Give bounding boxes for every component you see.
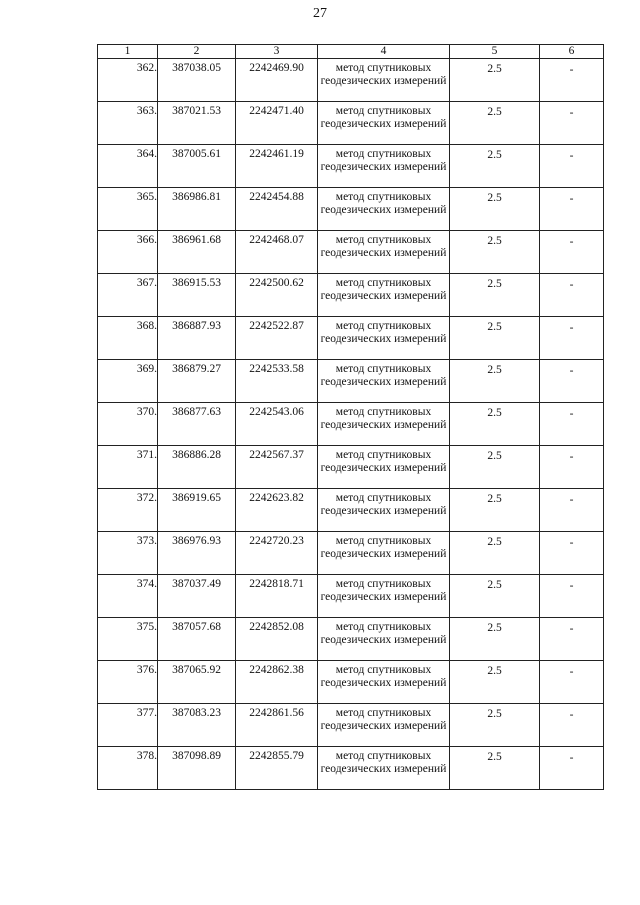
accuracy-cell: 2.5 [450, 102, 540, 145]
accuracy-cell: 2.5 [450, 188, 540, 231]
method-cell [318, 575, 450, 618]
method-cell [318, 661, 450, 704]
method-cell [318, 618, 450, 661]
method-cell [318, 274, 450, 317]
column-header: 5 [450, 45, 540, 59]
note-cell: - [540, 403, 604, 446]
accuracy-cell: 2.5 [450, 360, 540, 403]
coordinates-table [97, 44, 604, 790]
table-row [98, 661, 604, 704]
accuracy-cell: 2.5 [450, 618, 540, 661]
point-number-cell: 375. [98, 618, 158, 661]
x-coordinate-cell: 387037.49 [158, 575, 236, 618]
method-cell [318, 59, 450, 102]
method-text: метод спутниковых геодезических измерений [320, 707, 447, 732]
note-cell: - [540, 360, 604, 403]
y-coordinate-cell: 2242855.79 [236, 747, 318, 790]
table-row [98, 489, 604, 532]
method-text: метод спутниковых геодезических измерений [320, 62, 447, 87]
y-coordinate-cell: 2242862.38 [236, 661, 318, 704]
accuracy-cell: 2.5 [450, 231, 540, 274]
x-coordinate-cell: 386877.63 [158, 403, 236, 446]
table-row [98, 102, 604, 145]
method-cell [318, 403, 450, 446]
column-header: 6 [540, 45, 604, 59]
column-header: 4 [318, 45, 450, 59]
table-row [98, 618, 604, 661]
column-header: 2 [158, 45, 236, 59]
method-text: метод спутниковых геодезических измерений [320, 492, 447, 517]
y-coordinate-cell: 2242468.07 [236, 231, 318, 274]
y-coordinate-cell: 2242623.82 [236, 489, 318, 532]
point-number-cell: 365. [98, 188, 158, 231]
point-number-cell: 368. [98, 317, 158, 360]
method-text: метод спутниковых геодезических измерений [320, 148, 447, 173]
method-text: метод спутниковых геодезических измерений [320, 320, 447, 345]
note-cell: - [540, 704, 604, 747]
y-coordinate-cell: 2242720.23 [236, 532, 318, 575]
note-cell: - [540, 618, 604, 661]
method-text: метод спутниковых геодезических измерений [320, 363, 447, 388]
x-coordinate-cell: 387098.89 [158, 747, 236, 790]
method-cell [318, 102, 450, 145]
note-cell: - [540, 489, 604, 532]
point-number-cell: 372. [98, 489, 158, 532]
page-number: 27 [313, 6, 327, 21]
note-cell: - [540, 747, 604, 790]
note-cell: - [540, 188, 604, 231]
y-coordinate-cell: 2242454.88 [236, 188, 318, 231]
accuracy-cell: 2.5 [450, 661, 540, 704]
method-text: метод спутниковых геодезических измерений [320, 621, 447, 646]
point-number-cell: 364. [98, 145, 158, 188]
x-coordinate-cell: 386915.53 [158, 274, 236, 317]
point-number-cell: 378. [98, 747, 158, 790]
note-cell: - [540, 145, 604, 188]
x-coordinate-cell: 387005.61 [158, 145, 236, 188]
table-row [98, 747, 604, 790]
point-number-cell: 377. [98, 704, 158, 747]
method-cell [318, 704, 450, 747]
x-coordinate-cell: 386919.65 [158, 489, 236, 532]
point-number-cell: 367. [98, 274, 158, 317]
y-coordinate-cell: 2242818.71 [236, 575, 318, 618]
x-coordinate-cell: 386961.68 [158, 231, 236, 274]
y-coordinate-cell: 2242861.56 [236, 704, 318, 747]
y-coordinate-cell: 2242533.58 [236, 360, 318, 403]
table-row [98, 59, 604, 102]
note-cell: - [540, 446, 604, 489]
accuracy-cell: 2.5 [450, 446, 540, 489]
y-coordinate-cell: 2242567.37 [236, 446, 318, 489]
x-coordinate-cell: 386887.93 [158, 317, 236, 360]
point-number-cell: 363. [98, 102, 158, 145]
table-row [98, 704, 604, 747]
x-coordinate-cell: 387038.05 [158, 59, 236, 102]
accuracy-cell: 2.5 [450, 59, 540, 102]
method-text: метод спутниковых геодезических измерений [320, 449, 447, 474]
y-coordinate-cell: 2242500.62 [236, 274, 318, 317]
accuracy-cell: 2.5 [450, 403, 540, 446]
note-cell: - [540, 532, 604, 575]
method-cell [318, 532, 450, 575]
note-cell: - [540, 317, 604, 360]
point-number-cell: 371. [98, 446, 158, 489]
table-row [98, 317, 604, 360]
table-row [98, 231, 604, 274]
point-number-cell: 373. [98, 532, 158, 575]
note-cell: - [540, 274, 604, 317]
method-text: метод спутниковых геодезических измерений [320, 105, 447, 130]
column-header: 3 [236, 45, 318, 59]
method-text: метод спутниковых геодезических измерений [320, 191, 447, 216]
method-cell [318, 188, 450, 231]
y-coordinate-cell: 2242461.19 [236, 145, 318, 188]
x-coordinate-cell: 387021.53 [158, 102, 236, 145]
table-row [98, 446, 604, 489]
table-row [98, 188, 604, 231]
y-coordinate-cell: 2242522.87 [236, 317, 318, 360]
method-text: метод спутниковых геодезических измерений [320, 664, 447, 689]
method-cell [318, 489, 450, 532]
x-coordinate-cell: 386879.27 [158, 360, 236, 403]
note-cell: - [540, 661, 604, 704]
note-cell: - [540, 102, 604, 145]
accuracy-cell: 2.5 [450, 145, 540, 188]
method-text: метод спутниковых геодезических измерений [320, 535, 447, 560]
method-cell [318, 145, 450, 188]
method-text: метод спутниковых геодезических измерений [320, 406, 447, 431]
method-text: метод спутниковых геодезических измерений [320, 234, 447, 259]
accuracy-cell: 2.5 [450, 704, 540, 747]
y-coordinate-cell: 2242471.40 [236, 102, 318, 145]
accuracy-cell: 2.5 [450, 747, 540, 790]
note-cell: - [540, 231, 604, 274]
method-cell [318, 317, 450, 360]
note-cell: - [540, 59, 604, 102]
method-cell [318, 231, 450, 274]
table-header-row [98, 45, 604, 59]
accuracy-cell: 2.5 [450, 274, 540, 317]
accuracy-cell: 2.5 [450, 317, 540, 360]
y-coordinate-cell: 2242543.06 [236, 403, 318, 446]
method-text: метод спутниковых геодезических измерений [320, 277, 447, 302]
table-row [98, 274, 604, 317]
method-cell [318, 446, 450, 489]
x-coordinate-cell: 387065.92 [158, 661, 236, 704]
x-coordinate-cell: 386986.81 [158, 188, 236, 231]
accuracy-cell: 2.5 [450, 532, 540, 575]
point-number-cell: 370. [98, 403, 158, 446]
x-coordinate-cell: 386976.93 [158, 532, 236, 575]
table-row [98, 145, 604, 188]
x-coordinate-cell: 387057.68 [158, 618, 236, 661]
note-cell: - [540, 575, 604, 618]
table-row [98, 403, 604, 446]
y-coordinate-cell: 2242852.08 [236, 618, 318, 661]
table-row [98, 532, 604, 575]
point-number-cell: 366. [98, 231, 158, 274]
method-text: метод спутниковых геодезических измерений [320, 750, 447, 775]
y-coordinate-cell: 2242469.90 [236, 59, 318, 102]
point-number-cell: 362. [98, 59, 158, 102]
accuracy-cell: 2.5 [450, 575, 540, 618]
method-cell [318, 360, 450, 403]
column-header: 1 [98, 45, 158, 59]
method-text: метод спутниковых геодезических измерений [320, 578, 447, 603]
table-row [98, 360, 604, 403]
accuracy-cell: 2.5 [450, 489, 540, 532]
point-number-cell: 374. [98, 575, 158, 618]
point-number-cell: 369. [98, 360, 158, 403]
x-coordinate-cell: 386886.28 [158, 446, 236, 489]
table-row [98, 575, 604, 618]
method-cell [318, 747, 450, 790]
point-number-cell: 376. [98, 661, 158, 704]
x-coordinate-cell: 387083.23 [158, 704, 236, 747]
